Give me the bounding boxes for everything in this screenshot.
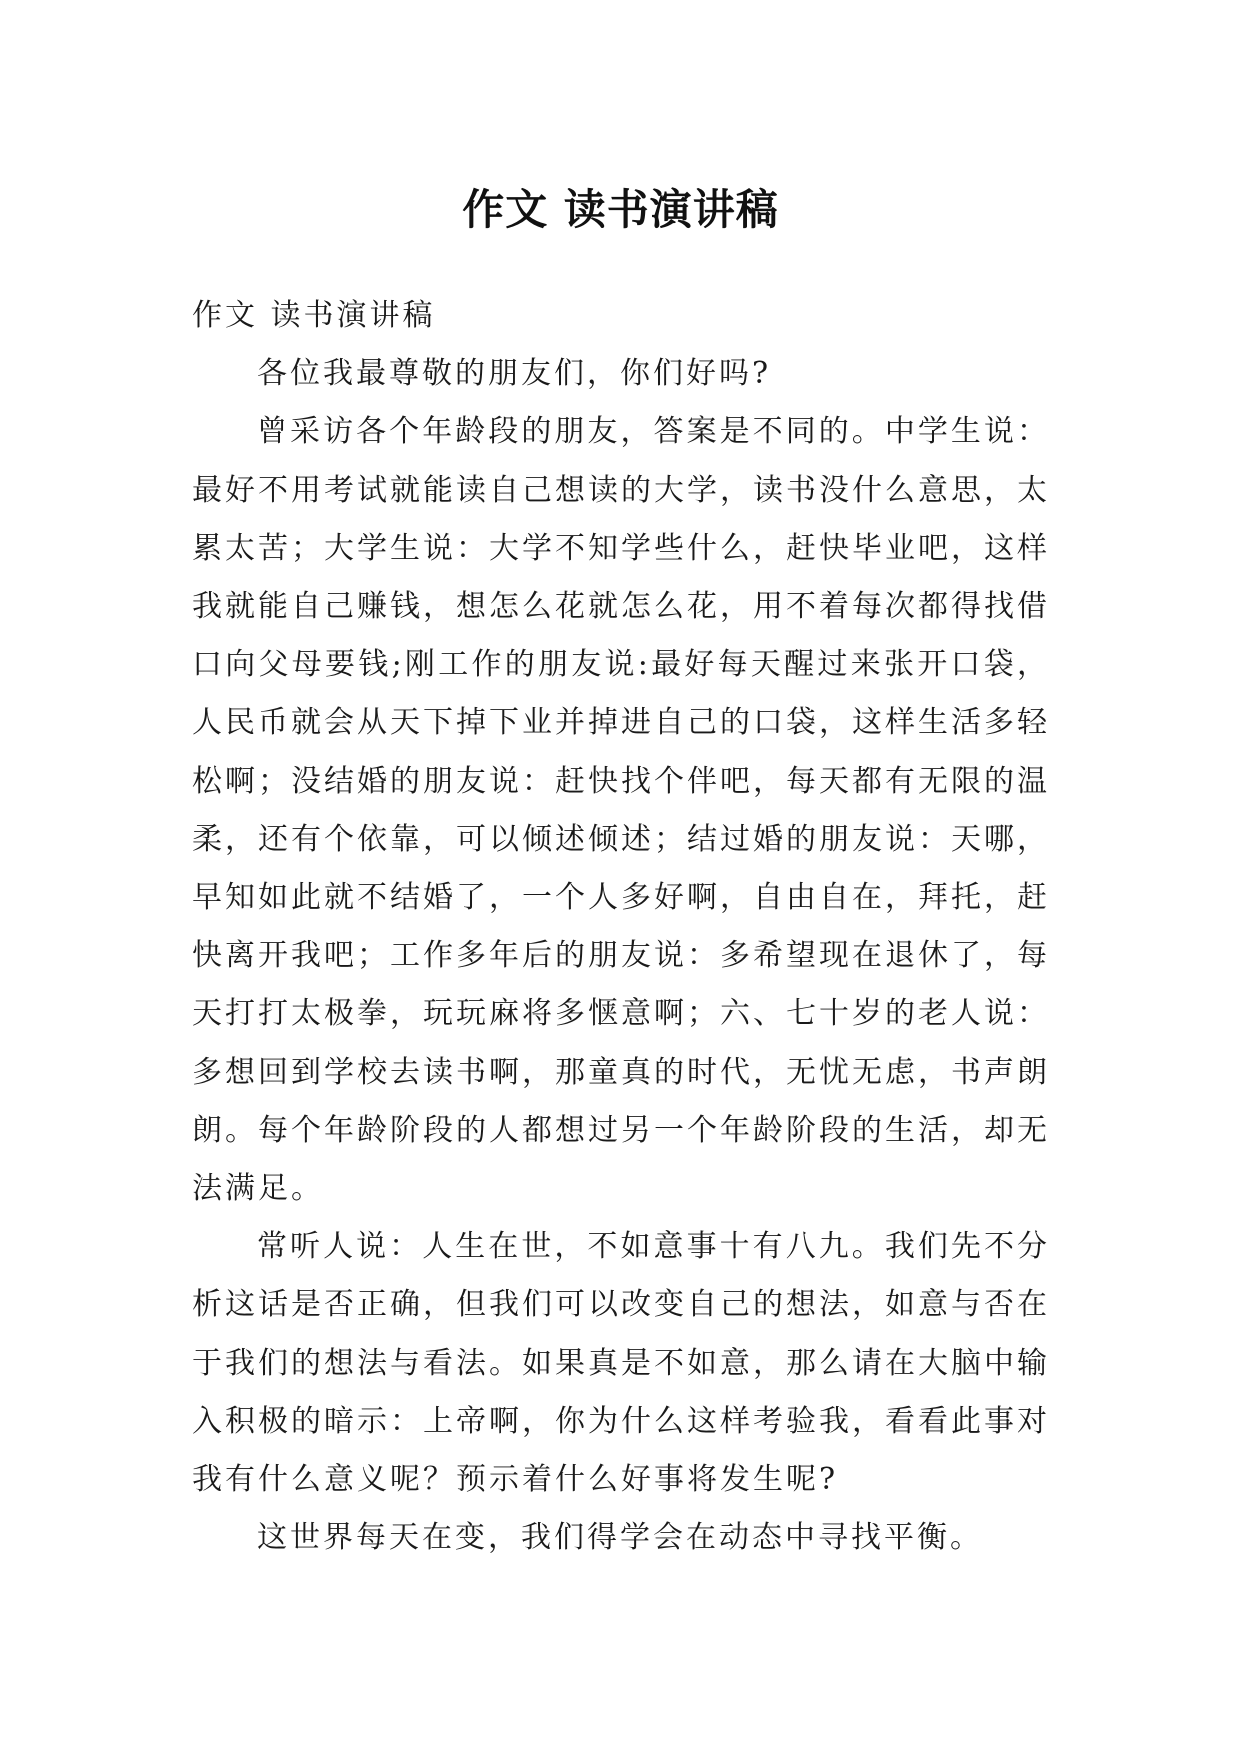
paragraph-interviews: 曾采访各个年龄段的朋友，答案是不同的。中学生说：最好不用考试就能读自己想读的大学，读书没什么意思，太累太苦；大学生说：大学不知学些什么，赶快毕业吧，这样我就能自己赚钱，想怎么花就怎么花，用不着每次都得找借口向父母要钱;刚工作的朋友说:最好每天醒过来张开口袋，人民币就会从天下掉下业并掉进自己的口袋，这样生活多轻松啊；没结婚的朋友说：赶快找个伴吧，每天都有无限的温柔，还有个依靠，可以倾述倾述；结过婚的朋友说：天哪，早知如此就不结婚了，一个人多好啊，自由自在，拜托，赶快离开我吧；工作多年后的朋友说：多希望现在退休了，每天打打太极拳，玩玩麻将多惬意啊；六、七十岁的老人说：多想回到学校去读书啊，那童真的时代，无忧无虑，书声朗朗。每个年龄阶段的人都想过另一个年龄阶段的生活，却无法满足。 <box>192 414 1050 1207</box>
paragraph-saying: 常听人说：人生在世，不如意事十有八九。我们先不分析这话是否正确，但我们可以改变自己的想法，如意与否在于我们的想法与看法。如果真是不如意，那么请在大脑中输入积极的暗示：上帝啊，你为什么这样考验我，看看此事对我有什么意义呢？预示着什么好事将发生呢? <box>192 1229 1050 1498</box>
document-body <box>192 287 1050 1567</box>
page-title: 作文 读书演讲稿 <box>462 185 779 235</box>
document-subtitle: 作文 读书演讲稿 <box>192 298 436 333</box>
paragraph-balance: 这世界每天在变，我们得学会在动态中寻找平衡。 <box>257 1520 983 1556</box>
paragraph-greeting: 各位我最尊敬的朋友们，你们好吗? <box>257 356 772 392</box>
